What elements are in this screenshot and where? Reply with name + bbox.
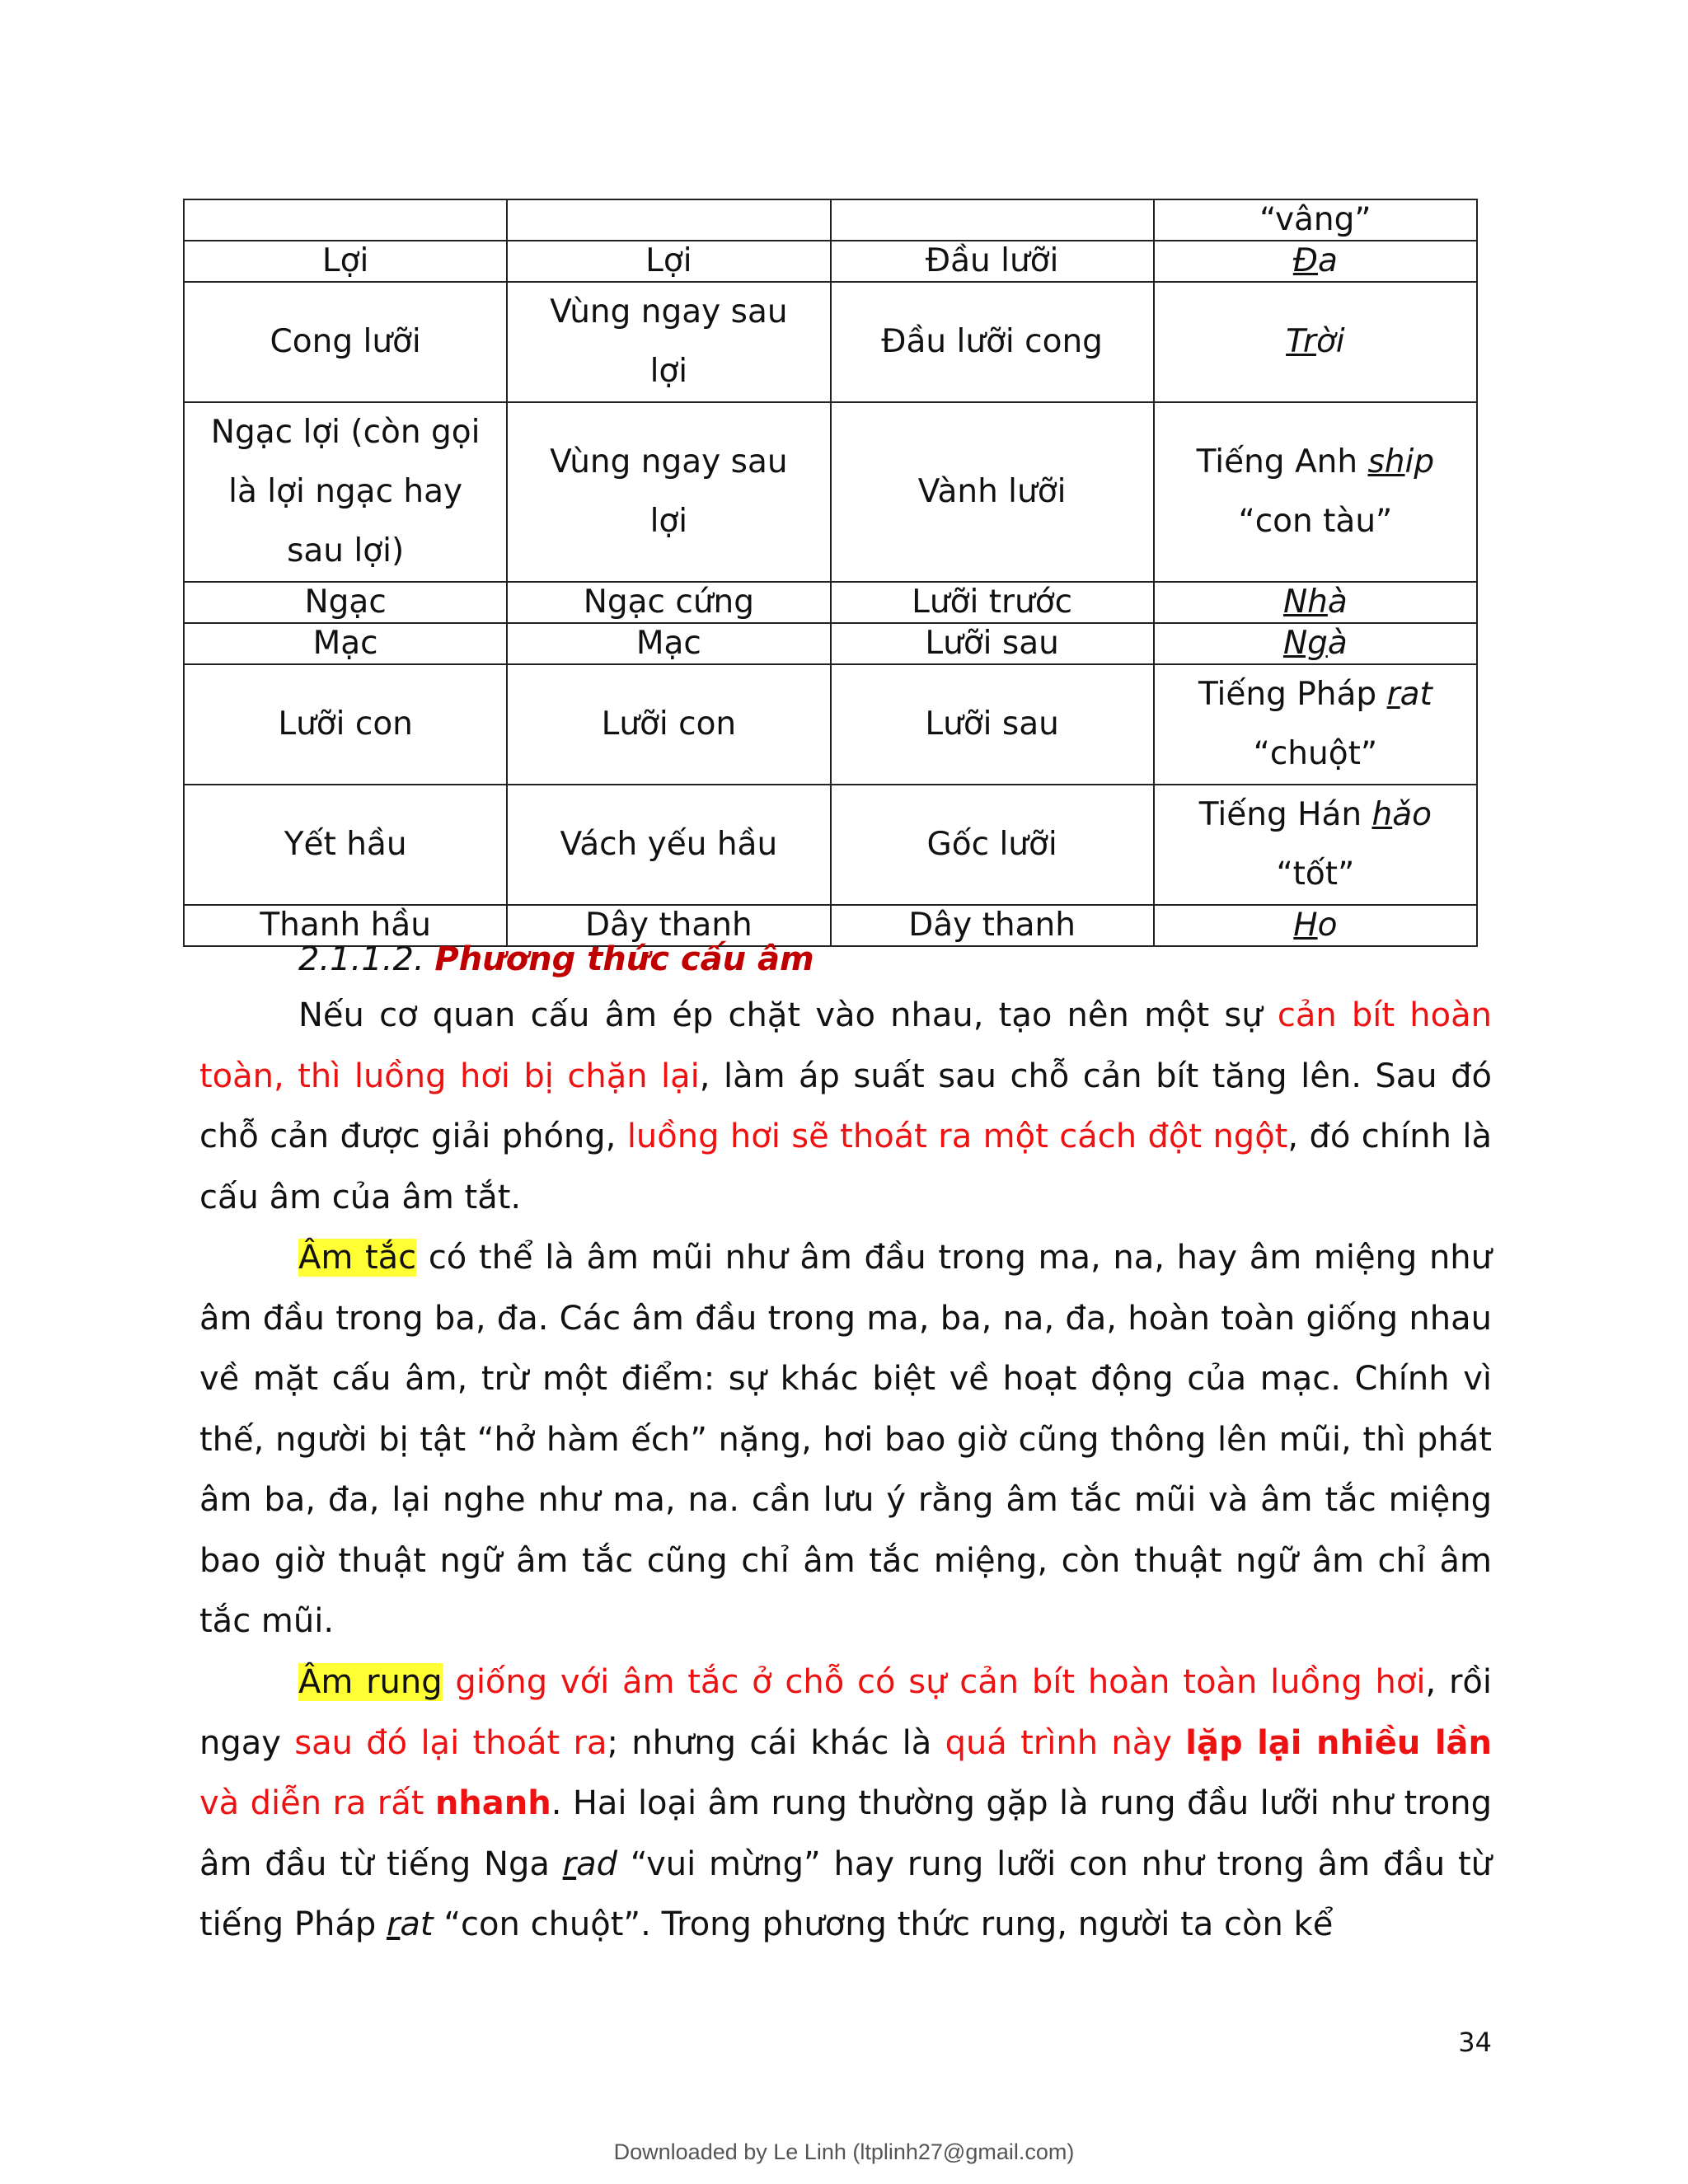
example-gloss: “tốt”: [1276, 855, 1355, 893]
example-rest: ǎo: [1392, 796, 1432, 833]
table-cell: Lợi: [184, 241, 507, 282]
text-run: , rồi ngay: [199, 1663, 1492, 1762]
table-cell: Cong lưỡi: [184, 282, 507, 402]
table-row: [184, 623, 1477, 664]
paragraph-stop-consonant: [199, 986, 1492, 1228]
table-cell: [831, 199, 1154, 241]
table-cell: Thanh hầu: [184, 905, 507, 946]
table-cell: Ngạc: [184, 582, 507, 623]
example-underlined: H: [1293, 907, 1318, 944]
section-heading: [298, 933, 814, 986]
text-run: , làm áp suất sau chỗ cản bít tăng lên. Sau đó chỗ cản được giải phóng,: [199, 1057, 1492, 1155]
example-rest: à: [1327, 583, 1348, 621]
example-underlined: h: [1372, 796, 1393, 833]
table-row: [184, 199, 1477, 241]
example-cell: [1154, 241, 1477, 282]
cell-line: sau lợi): [287, 532, 405, 569]
table-row: [184, 241, 1477, 282]
table-cell: Vành lưỡi: [831, 402, 1154, 582]
text-run: “con chuột”. Trong phương thức rung, người ta còn kể: [433, 1905, 1334, 1943]
example-underlined: Đ: [1292, 242, 1319, 279]
table-cell: [184, 199, 507, 241]
table-cell: Lưỡi sau: [831, 664, 1154, 785]
cell-line: lợi: [649, 503, 688, 540]
example-underlined: Nh: [1282, 583, 1328, 621]
table-cell: [507, 402, 830, 582]
example-cell: [1154, 582, 1477, 623]
table-cell: [507, 282, 830, 402]
cell-line: Vùng ngay sau: [550, 293, 788, 330]
example-prefix: Tiếng Hán: [1198, 796, 1372, 833]
section-title: Phương thức cấu âm: [434, 940, 814, 978]
emphasis-run: quá trình này: [945, 1723, 1186, 1762]
strong-emphasis-run: nhanh: [434, 1784, 551, 1822]
table-cell: Mạc: [507, 623, 830, 664]
example-underlined: r: [1386, 676, 1400, 713]
highlighted-term: Âm tắc: [298, 1239, 417, 1277]
example-prefix: Tiếng Anh: [1196, 443, 1368, 480]
table-row: [184, 402, 1477, 582]
example-cell: [1154, 905, 1477, 946]
example-underlined: Ng: [1282, 625, 1328, 662]
table-cell: [184, 402, 507, 582]
table-cell: Ngạc cứng: [507, 582, 830, 623]
table-cell: Dây thanh: [507, 905, 830, 946]
table-row: [184, 282, 1477, 402]
emphasis-run: sau đó lại thoát ra: [294, 1723, 607, 1762]
table-cell: Lợi: [507, 241, 830, 282]
table-cell: “vâng”: [1154, 199, 1477, 241]
emphasis-run: luồng hơi sẽ thoát ra một cách đột ngột: [626, 1118, 1288, 1155]
table-cell: Vách yếu hầu: [507, 785, 830, 905]
section-number: 2.1.1.2.: [298, 940, 424, 978]
table-row: [184, 785, 1477, 905]
example-rest: à: [1327, 625, 1348, 662]
example-cell: [1154, 664, 1477, 785]
table-cell: Đầu lưỡi: [831, 241, 1154, 282]
paragraph-am-rung: [199, 1652, 1492, 1956]
table-cell: [507, 199, 830, 241]
table-cell: Lưỡi trước: [831, 582, 1154, 623]
example-underlined: r: [562, 1844, 577, 1883]
example-rest: at: [1400, 676, 1432, 713]
example-prefix: Tiếng Pháp: [1198, 676, 1387, 713]
text-run: “vui mừng” hay rung lưỡi con như trong âm đầu từ tiếng Pháp: [199, 1844, 1493, 1943]
table-cell: Lưỡi con: [184, 664, 507, 785]
text-run: . Hai loại âm rung thường gặp là rung đầu lưỡi như trong âm đầu từ tiếng Nga: [199, 1784, 1492, 1883]
highlighted-term: Âm rung: [298, 1663, 443, 1701]
page-number: 34: [1458, 2027, 1492, 2058]
example-word: ad: [576, 1844, 617, 1883]
table-cell: Gốc lưỡi: [831, 785, 1154, 905]
example-rest: ip: [1404, 443, 1435, 480]
example-gloss: “chuột”: [1253, 735, 1378, 772]
cell-line: lợi: [649, 353, 688, 390]
table-cell: Mạc: [184, 623, 507, 664]
example-cell: [1154, 402, 1477, 582]
paragraph-am-tac: [199, 1228, 1492, 1652]
text-run: ; nhưng cái khác là: [607, 1723, 945, 1762]
text-run: , đó chính là cấu âm của âm tắt.: [199, 1118, 1492, 1216]
example-word: at: [400, 1905, 434, 1943]
example-cell: [1154, 623, 1477, 664]
emphasis-run: giống với âm tắc ở chỗ có sự cản bít hoàn toàn luồng hơi: [442, 1663, 1426, 1701]
cell-line: Vùng ngay sau: [550, 443, 788, 480]
table-cell: Lưỡi sau: [831, 623, 1154, 664]
example-gloss: “con tàu”: [1238, 503, 1393, 540]
cell-line: là lợi ngạc hay: [228, 473, 463, 510]
example-rest: o: [1317, 907, 1338, 944]
example-underlined: Tr: [1286, 323, 1316, 360]
cell-line: Ngạc lợi (còn gọi: [210, 414, 481, 451]
table-row: [184, 664, 1477, 785]
emphasis-run: và diễn ra rất: [199, 1784, 435, 1822]
table-row: [184, 582, 1477, 623]
table-cell: Lưỡi con: [507, 664, 830, 785]
example-cell: [1154, 785, 1477, 905]
text-run: có thể là âm mũi như âm đầu trong ma, na, hay âm miệng như âm đầu trong ba, đa. Các âm đầu trong ma, ba, na, đa, hoàn toàn giống nhau về mặt cấu âm, trừ một điểm: sự khác biệt về hoạt động của mạc. Chính vì thế, người bị tật “hở hàm ếch” nặng, hơi bao giờ cũng thông lên mũi, thì phát âm ba, đa, lại nghe như ma, na. cần lưu ý rằng âm tắc mũi và âm tắc miệng bao giờ thuật ngữ âm tắc cũng chỉ âm tắc miệng, còn thuật ngữ âm chỉ âm tắc mũi.: [199, 1239, 1492, 1640]
example-underlined: sh: [1367, 443, 1405, 480]
articulation-table: [183, 199, 1478, 947]
example-rest: ời: [1315, 323, 1345, 360]
emphasis-run: cản bít hoàn toàn, thì luồng hơi bị chặn lại: [199, 996, 1492, 1095]
example-underlined: r: [386, 1905, 401, 1943]
example-cell: [1154, 282, 1477, 402]
text-run: Nếu cơ quan cấu âm ép chặt vào nhau, tạo nên một sự: [298, 996, 1278, 1034]
download-footer: Downloaded by Le Linh (ltplinh27@gmail.com): [613, 2139, 1075, 2164]
table-cell: Yết hầu: [184, 785, 507, 905]
example-rest: a: [1318, 242, 1338, 279]
strong-emphasis-run: lặp lại nhiều lần: [1185, 1723, 1493, 1762]
table-cell: Đầu lưỡi cong: [831, 282, 1154, 402]
table-cell: Dây thanh: [831, 905, 1154, 946]
